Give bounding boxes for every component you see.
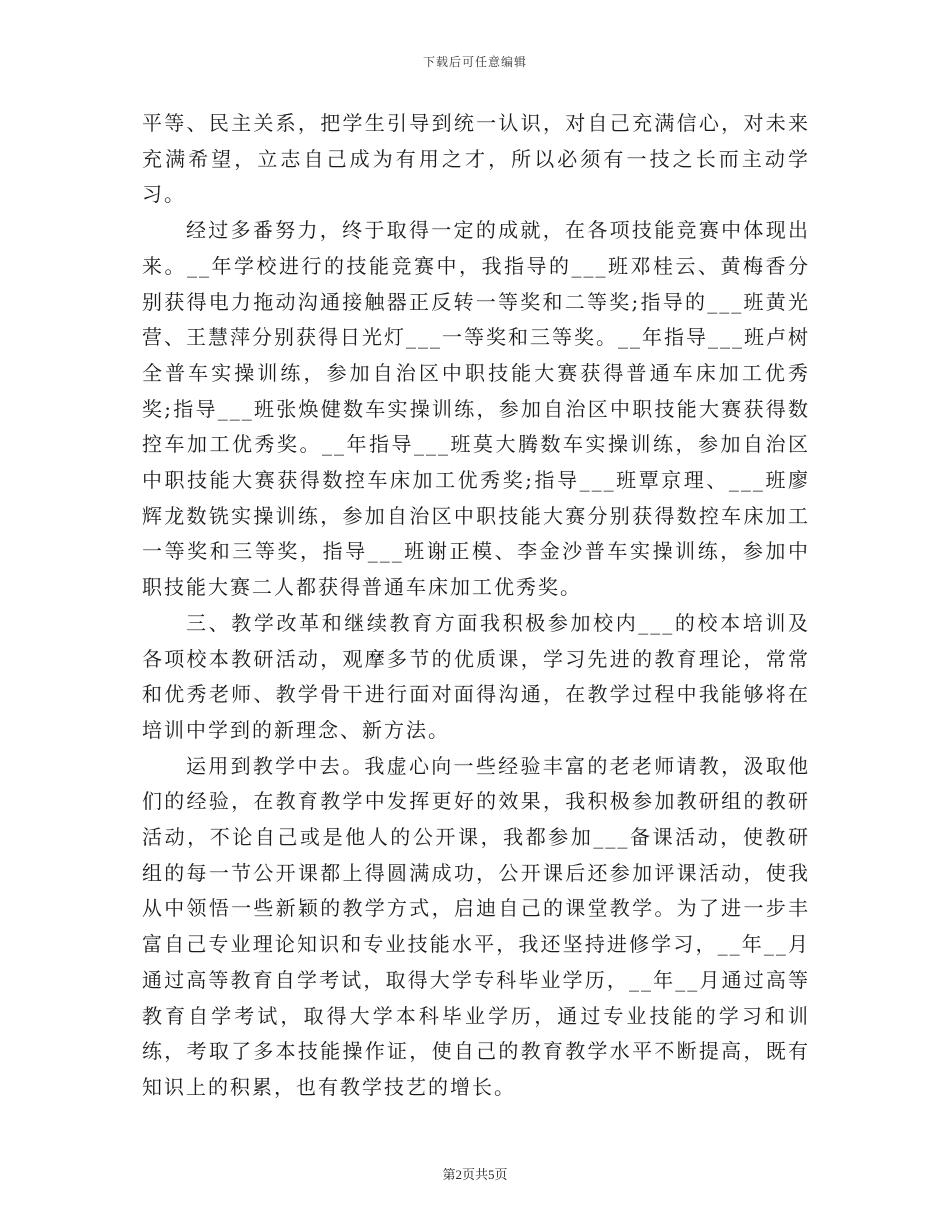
footer-total-pages: 5 <box>488 1167 495 1182</box>
header-note: 下载后可任意编辑 <box>422 55 527 69</box>
paragraph-4: 运用到教学中去。我虚心向一些经验丰富的老老师请教，汲取他们的经验，在教育教学中发挥更好的效果，我积极参加教研组的教研活动，不论自己或是他人的公开课，我都参加___备课活动，使教研组的每一节公开课都上得圆满成功，公开课后还参加评课活动，使我从中领悟一些新颖的教学方式，启迪自己的课堂教学。为了进一步丰富自己专业理论知识和专业技能水平，我还坚持进修学习，__年__月通过高等教育自学考试，取得大学专科毕业学历，__年__月通过高等教育自学考试，取得大学本科毕业学历，通过专业技能的学习和训练，考取了多本技能操作证，使自己的教育教学水平不断提高，既有知识上的积累，也有教学技艺的增长。 <box>142 753 810 1099</box>
paragraph-2: 经过多番努力，终于取得一定的成就，在各项技能竞赛中体现出来。__年学校进行的技能竞赛中，我指导的___班邓桂云、黄梅香分别获得电力拖动沟通接触器正反转一等奖和二等奖;指导的___班黄光营、王慧萍分别获得日光灯___一等奖和三等奖。__年指导___班卢树全普车实操训练，参加自治区中职技能大赛获得普通车床加工优秀奖;指导___班张焕健数车实操训练，参加自治区中职技能大赛获得数控车加工优秀奖。__年指导___班莫大腾数车实操训练，参加自治区中职技能大赛获得数控车床加工优秀奖;指导___班覃京理、___班廖辉龙数铣实操训练，参加自治区中职技能大赛分别获得数控车床加工一等奖和三等奖，指导___班谢正模、李金沙普车实操训练，参加中职技能大赛二人都获得普通车床加工优秀奖。 <box>142 218 810 600</box>
footer-page-number: 2 <box>455 1167 462 1182</box>
paragraph-1: 平等、民主关系，把学生引导到统一认识，对自己充满信心，对未来充满希望，立志自己成为有用之才，所以必须有一技之长而主动学习。 <box>142 111 810 207</box>
footer-suffix: 页 <box>494 1167 508 1182</box>
paragraph-3: 三、教学改革和继续教育方面我积极参加校内___的校本培训及各项校本教研活动，观摩多节的优质课，学习先进的教育理论，常常和优秀老师、教学骨干进行面对面得沟通，在教学过程中我能够将在培训中学到的新理念、新方法。 <box>142 610 810 742</box>
footer-prefix: 第 <box>442 1167 456 1182</box>
footer-middle: 页共 <box>461 1167 488 1182</box>
page-footer <box>0 1164 950 1183</box>
document-body <box>142 106 810 1106</box>
